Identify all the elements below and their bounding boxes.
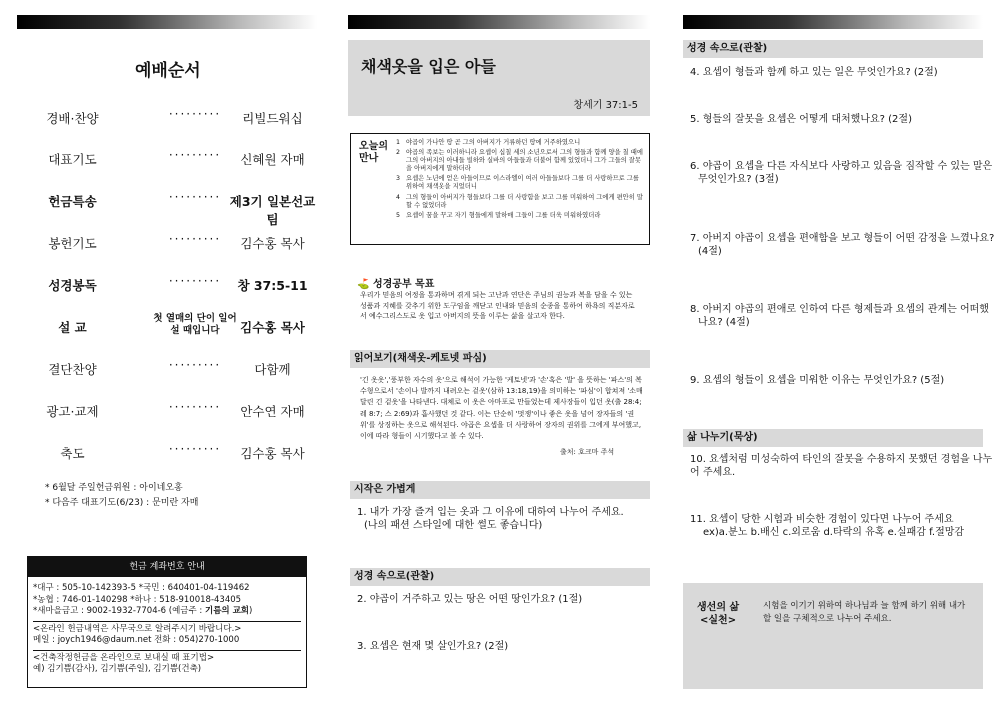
order-person: 김수홍 목사 [240,236,305,251]
question-10: 10. 요셉처럼 미성숙하여 타인의 잘못을 수용하지 못했던 경험을 나누어 [690,454,993,478]
order-person: 창 37:5-11 [237,278,308,293]
section-share-title: 삶 나누기(묵상) [683,429,983,447]
order-dots: ········· [168,107,222,121]
question-7: 7. 아버지 야곱이 요셉을 편애함을 보고 형들이 어떤 감정을 느꼈나요? [690,233,995,244]
building-offering-heading: <건축작정헌금을 온라인으로 보내실 때 표기법> [33,652,215,663]
verse: 3 요셉은 노년에 얻은 아들이므로 이스라엘이 여러 아들들보다 그를 더 사랑하므로 그를 위하여 채색옷을 지었더니 [396,175,639,191]
verse: 2 야곱의 족보는 이러하니라 요셉이 십칠 세의 소년으로서 그의 형들과 함께 양을 칠 때에 그의 아버지의 아내들 빌하와 실바의 아들들과 더불어 함께 있었더니 그가 그들의 잘못을 아버지에게 말하더라 [396,149,643,173]
verse: 5 요셉이 꿈을 꾸고 자기 형들에게 말하매 그들이 그를 더욱 미워하였더라 [396,211,601,219]
online-offering-contact: 메일 : joych1946@daum.net 전화 : 054)270-1000 [33,635,240,645]
lesson-title: 채색옷을 입은 아들 [361,57,496,76]
reading-text: '긴 옷옷','풍부한 자수의 옷'으로 해석이 가능한 '케토넷'과 '손'혹은 '발' 을 뜻하는 '파스'의 복수형으로서 '손이나 발까지 내려오는 겉옷'(삼하 13:18,19)을 의미하는 '파심'이 합쳐져 '소매 달린 긴 겉옷'을 나타낸다. 대체로 이 옷은 아마포로 만들었는데 제사장들이 입던 옷(출 28:4; 레 8:7; 스 2:69)과 흡사했던 것 같다. 이는 단순히 '멋쟁'이나 좋은 옷을 넘어 장자들의 '권위'를 상징하는 옷으로 해석된다. 야곱은 요셉을 더 사랑하여 장자의 권위를 그에게 부여했고, 이에 따라 형들이 시기했다고 볼 수 있다. [360,376,643,441]
order-person: 신혜원 자매 [240,152,305,167]
order-name: 축도 [60,446,85,461]
worship-order-title: 예배순서 [135,61,201,81]
order-dots: ········· [168,274,222,288]
scripture-verses [396,139,646,222]
order-row [30,143,320,173]
offering-account-box [27,556,307,688]
order-dots: ········· [168,148,222,162]
question-11: 11. 요셉이 당한 시험과 비슷한 경험이 있다면 나누어 주세요 [690,514,954,525]
order-row [30,185,320,227]
order-name: 광고·교제 [46,404,99,419]
account-line: *새마을금고 : 9002-1932-7704-6 (예금주 : 기름의 교회) [33,606,253,616]
account-header: 헌금 계좌번호 안내 [28,557,306,577]
order-row [30,395,320,425]
verse: 4 그의 형들이 아버지가 형들보다 그를 더 사랑함을 보고 그를 미워하여 그에게 편안히 말할 수 없었더라 [396,193,643,209]
section-start-title: 시작은 가볍게 [350,481,650,499]
question-5: 5. 형들의 잘못을 요셉은 어떻게 대처했나요? (2절) [690,114,912,125]
question-8-cont: 나요? (4절) [698,317,750,328]
question-11-examples: ex)a.분노 b.배신 c.외로움 d.타락의 유혹 e.실패감 f.절망감 [703,527,965,538]
scripture-reference: 창세기 37:1-5 [573,100,638,111]
order-name: 봉헌기도 [48,236,97,251]
question-6: 6. 야곱이 요셉을 다른 자식보다 사랑하고 있음을 짐작할 수 있는 말은 [690,161,993,172]
practice-box [683,583,983,689]
question-6-cont: 무엇인가요? (3절) [698,174,779,185]
order-person: 리빌드워십 [242,111,303,126]
order-row [30,437,320,467]
question-9: 9. 요셉의 형들이 요셉을 미워한 이유는 무엇인가요? (5절) [690,375,945,386]
order-row [30,102,320,132]
order-person: 제3기 일본선교팀 [229,194,316,227]
order-person: 안수연 자매 [240,404,305,419]
header-gradient-bar [683,15,983,29]
question-8: 8. 아버지 야곱의 편애로 인하여 다른 형제들과 요셉의 관계는 어떠했 [690,304,989,315]
account-line: *대구 : 505-10-142393-5 *국민 : 640401-04-119462 [33,583,250,593]
order-dots: ········· [168,400,222,414]
order-name: 설 교 [58,320,87,335]
building-offering-example: 예) 김기쁨(감사), 김기쁨(주일), 김기쁨(건축) [33,664,202,674]
sermon-title: 첫 열매의 단이 일어설 때입니다 [153,313,237,336]
order-dots: ········· [168,232,222,246]
header-gradient-bar [348,15,650,29]
order-row [30,227,320,257]
sermon-title-box [348,40,650,116]
question-7-cont: (4절) [698,246,722,257]
order-dots: ········· [168,190,222,204]
order-name: 성경봉독 [48,278,97,293]
order-row [30,269,320,299]
question-2: 2. 야곱이 거주하고 있는 땅은 어떤 땅인가요? (1절) [357,594,583,605]
order-person: 김수홍 목사 [240,320,305,335]
verse: 1 야곱이 가나안 땅 곧 그의 아버지가 거류하던 땅에 거주하였으니 [396,139,581,146]
online-offering-heading: <온라인 헌금내역은 사무국으로 알려주시기 바랍니다.> [33,623,242,634]
announcement-notes [45,481,198,511]
divider [33,621,301,622]
question-3: 3. 요셉은 현재 몇 살인가요? (2절) [357,641,509,652]
practice-label: 생선의 삶 <실천> [697,602,740,626]
order-dots: ········· [168,358,222,372]
question-1: 1. 내가 가장 즐겨 입는 옷과 그 이유에 대하여 나누어 주세요. [357,507,624,518]
study-goal-text: 우리가 믿음의 여정을 통과하며 겪게 되는 고난과 연단은 주님의 권능과 복을 담을 수 있는 성품과 지혜를 갖추기 위한 도구임을 깨닫고 인내와 믿음의 순종을 통하여 하욕의 직분자로서 예수그리스도로 옷 입고 아버지의 뜻을 이루는 삶을 살고자 한다. [360,291,635,320]
sprout-icon: ⛳ [357,279,370,290]
order-name: 경배·찬양 [46,111,99,126]
order-name: 대표기도 [48,152,97,167]
practice-text: 시험을 이기기 위하여 하나님과 늘 함께 하기 위해 내가 할 일을 구체적으로 나누어 주세요. [763,601,966,624]
section-observe-title: 성경 속으로(관찰) [350,568,650,586]
order-person: 다함께 [254,362,291,377]
today-manna-label: 오늘의 만나 [359,141,388,164]
section-observe-title: 성경 속으로(관찰) [683,40,983,58]
order-row [30,311,320,341]
order-row [30,353,320,383]
order-dots: ········· [168,442,222,456]
header-gradient-bar [17,15,317,29]
question-4: 4. 요셉이 형들과 함께 하고 있는 일은 무엇인가요? (2절) [690,67,938,78]
order-name: 결단찬양 [48,362,97,377]
study-goal-title: ⛳ 성경공부 목표 [357,279,435,290]
note-line: * 다음주 대표기도(6/23) : 문미란 자매 [45,498,199,508]
note-line: * 6월달 주일헌금위원 : 아이네오홍 [45,483,183,493]
order-name: 헌금특송 [48,194,97,209]
reading-source: 출처: 호크마 주석 [560,448,615,456]
question-1-sub: (나의 패션 스타일에 대한 썰도 좋습니다) [364,520,543,531]
order-person: 김수홍 목사 [240,446,305,461]
question-10-cont: 주세요. [703,467,736,478]
section-read-title: 읽어보기(채색옷-케토넷 파심) [350,350,650,368]
divider [33,650,301,651]
today-manna-box [350,133,650,245]
account-line: *농협 : 746-01-140298 *하나 : 518-910018-43405 [33,594,242,605]
